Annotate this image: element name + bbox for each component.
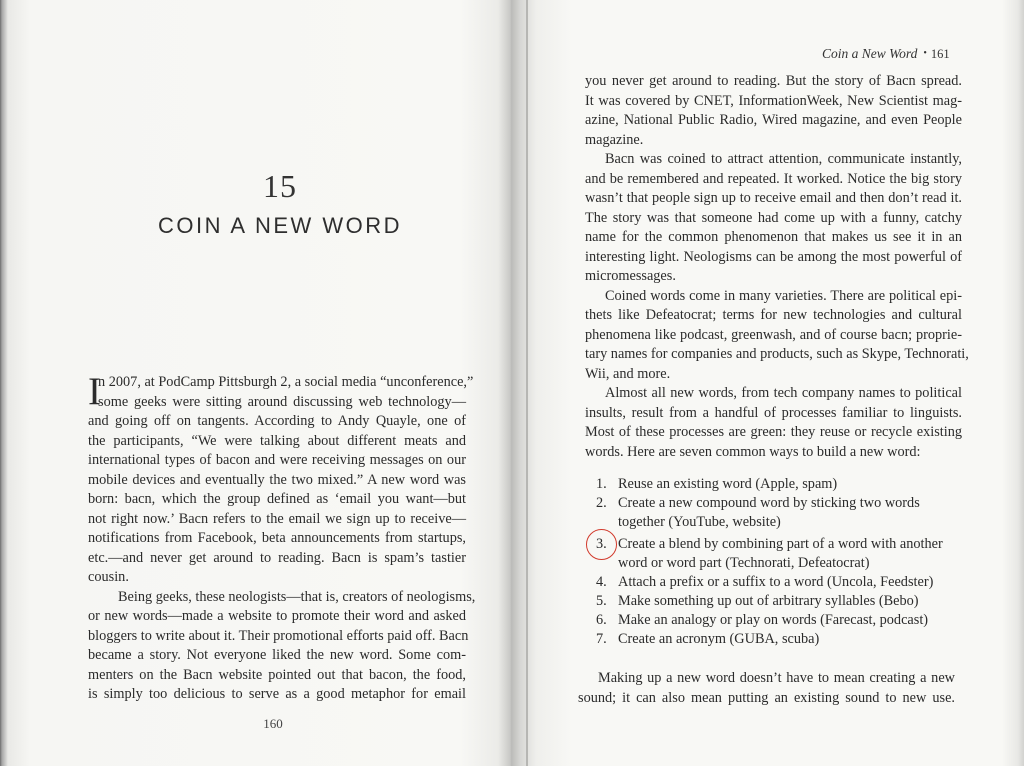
body-line: azine, National Public Radio, Wired magazine, and even People	[585, 112, 962, 128]
body-line: Almost all new words, from tech company names to political	[605, 385, 962, 401]
list-number: 4.	[596, 574, 607, 590]
list-text: Reuse an existing word (Apple, spam)	[618, 476, 838, 492]
body-line: is simply too delicious to serve as a good metaphor for email	[88, 686, 466, 702]
body-line: Bacn was coined to attract attention, communicate instantly,	[605, 151, 962, 167]
list-number: 2.	[596, 495, 607, 511]
list-number: 1.	[596, 476, 607, 492]
list-number: 7.	[596, 631, 607, 647]
list-text: Attach a prefix or a suffix to a word (Uncola, Feedster)	[618, 574, 934, 590]
body-line: not right now.’ Bacn refers to the email we sign up to receive—	[88, 510, 466, 527]
list-text: together (YouTube, website)	[618, 514, 781, 530]
body-line: wasn’t that people sign up to receive email and then don’t read it.	[585, 190, 962, 206]
left-page-number: 160	[263, 716, 283, 731]
body-line: thets like Defeatocrat; terms for new technologies and cultural	[585, 307, 962, 323]
body-line: name for the common phenomenon that makes us see it in an	[585, 229, 962, 245]
body-line: born: bacn, which the group defined as ‘email you want—but	[88, 491, 466, 507]
body-line: or new words—made a website to promote their word and asked	[88, 608, 466, 624]
body-line: Wii, and more.	[585, 365, 671, 382]
list-number: 3.	[596, 536, 607, 552]
body-line: magazine.	[585, 131, 644, 148]
body-line: you never get around to reading. But the story of Bacn spread.	[585, 73, 962, 89]
body-line: became a story. Not everyone liked the new word. Some com-	[88, 647, 466, 663]
body-line: etc.—and never get around to reading. Bacn is spam’s tastier	[88, 549, 466, 566]
body-line: and be remembered and repeated. It worked. Notice the big story	[585, 170, 962, 187]
body-line: Making up a new word doesn’t have to mean creating a new	[598, 670, 955, 686]
list-text: word or word part (Technorati, Defeatocrat)	[618, 555, 870, 571]
body-line: n 2007, at PodCamp Pittsburgh 2, a social media “unconference,”	[98, 374, 474, 390]
list-text: Make an analogy or play on words (Farecast, podcast)	[618, 612, 929, 628]
drop-cap: I	[88, 370, 101, 413]
body-line: interesting light. Neologisms can be among the most powerful of	[585, 248, 962, 265]
body-line: the participants, “We were talking about different meats and	[88, 432, 466, 449]
body-line: micromessages.	[585, 268, 676, 284]
body-line: Coined words come in many varieties. There are political epi-	[605, 287, 962, 304]
list-number: 5.	[596, 593, 607, 609]
right-page-number: 161	[930, 47, 950, 61]
page-edge	[526, 0, 528, 766]
annotation-circle	[586, 529, 617, 560]
body-line: and going off on tangents. According to Andy Quayle, one of	[88, 413, 466, 429]
list-text: Make something up out of arbitrary syllables (Bebo)	[618, 593, 919, 609]
running-head	[822, 46, 950, 62]
running-head-bullet: •	[923, 48, 927, 59]
body-line: cousin.	[88, 569, 129, 585]
chapter-number: 15	[263, 168, 297, 204]
list-text: Create a new compound word by sticking two words	[618, 495, 920, 511]
body-line: international types of bacon and were receiving messages on our	[88, 452, 466, 468]
list-text: Create a blend by combining part of a word with another	[618, 536, 943, 552]
list-text: Create an acronym (GUBA, scuba)	[618, 631, 820, 647]
body-line: It was covered by CNET, InformationWeek, New Scientist mag-	[585, 92, 962, 109]
body-line: insults, result from a handful of processes familiar to linguists.	[585, 404, 962, 421]
body-line: mobile devices and eventually the two mixed.” A new word was	[88, 471, 466, 488]
body-line: Being geeks, these neologists—that is, creators of neologisms,	[118, 588, 476, 605]
body-line: words. Here are seven common ways to build a new word:	[585, 443, 921, 460]
running-head-title: Coin a New Word	[822, 46, 918, 61]
body-line: tary names for companies and products, such as Skype, Technorati,	[585, 346, 969, 362]
list-number: 6.	[596, 612, 607, 628]
body-line: menters on the Bacn website pointed out that bacon, the food,	[88, 666, 466, 683]
body-line: sound; it can also mean putting an existing sound to new use.	[578, 689, 955, 706]
body-line: phenomena like podcast, greenwash, and of course bacn; proprie-	[585, 326, 962, 343]
body-line: The story was that someone had come up with a funny, catchy	[585, 209, 962, 226]
body-line: notifications from Facebook, beta announcements from startups,	[88, 530, 466, 546]
body-line: bloggers to write about it. Their promotional efforts paid off. Bacn	[88, 627, 469, 644]
chapter-title: COIN A NEW WORD	[157, 213, 403, 238]
body-line: Most of these processes are green: they reuse or recycle existing	[585, 424, 962, 440]
body-line: some geeks were sitting around discussing web technology—	[98, 393, 466, 410]
